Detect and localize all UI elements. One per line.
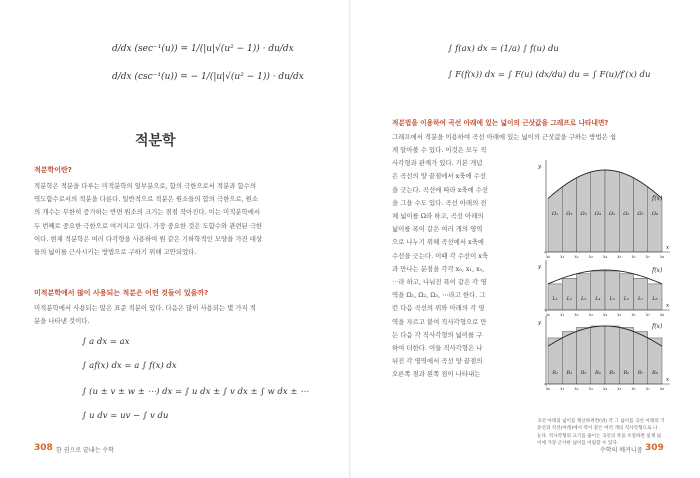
tick-label-2: x₂ — [574, 386, 579, 391]
integral-sum-formula: ∫ (u ± v ± w ± ⋯) dx = ∫ u dx ± ∫ v dx ± ∫ w dx ± ⋯ — [82, 387, 309, 397]
region-label-2: R₂ — [566, 370, 573, 376]
y-axis-label: y — [538, 320, 542, 326]
region-label-1: L₁ — [552, 296, 558, 302]
book-spine — [349, 0, 351, 478]
graph-upper-rectangles — [537, 316, 670, 391]
region-label-8: R₈ — [651, 370, 658, 376]
tick-label-6: x₆ — [631, 312, 636, 317]
integral-scalar-formula: ∫ af(x) dx = a ∫ f(x) dx — [82, 361, 177, 371]
figure-caption: 곡선 아래의 넓이를 계산하려면(위) 각 그 넓이를 곡선 아래의 기 준선과 직선(아래)에서 폭이 같은 여러 개의 직사각형으로 나 눈다. 직사각형의 크기를 줄이는 곡선의 폭을 조절하면 실제 넓 이에 가장 근사한 넓이를 어림할 수 있다. — [537, 419, 665, 446]
tick-label-7: x₇ — [645, 386, 650, 391]
region-label-2: L₂ — [566, 296, 573, 302]
x-axis-label: x — [666, 377, 670, 383]
tick-label-0: x₀ — [545, 386, 551, 391]
curve-label: f(x) — [652, 267, 663, 274]
left-footer-title: 한 권으로 끝내는 수학 — [56, 447, 114, 454]
tick-label-8: x₈ — [659, 386, 665, 391]
question-heading-1: 적분학이란? — [34, 166, 72, 174]
paragraph-area-approximation: 게 알아볼 수 있다. 이것은 모두 직 사각형과 관계가 있다. 기본 개념 은 곡선의 양 끝점에서 x축에 수선 을 긋는다. 곡선에 따라 x축에 수선 을 그을 수도 있다. 곡선 아래의 전 체 넓이를 Ω라 하고, 곡선 아래의 넓이를 폭이 같은 여러 개의 영역 으로 나누기 위해 곡선에서 x축에 수선을 긋는다. 이때 각 수선이 x축 과 만나는 분점을 각각 x₀, x₁, x₂, ⋯라 하고, 나눠진 폭이 같은 각 영 역을 Ω₁, Ω₂, Ω₃, ⋯라고 한다. 그 런 다음 곡선의 위와 아래의 각 영 역을 자르고 붙여 직사각형으로 만 든 다음 각 직사각형의 넓이를 구 하여 더한다. 이들 직사각형은 나 뉘진 각 영역에서 곡선 양 끝점의 오른쪽 점과 왼쪽 점이 나타내는 — [392, 146, 489, 379]
tick-label-3: x₃ — [588, 312, 593, 317]
rectangle-5 — [605, 271, 619, 310]
region-label-5: Ω₅ — [609, 211, 616, 218]
tick-label-5: x₅ — [617, 386, 622, 391]
rectangle-7 — [634, 332, 648, 384]
region-label-7: R₇ — [637, 370, 644, 376]
derivative-arccsc-formula: d/dx (csc⁻¹(u)) = − 1/(|u|√(u² − 1)) · du/dx — [112, 72, 304, 82]
region-label-3: L₃ — [580, 296, 587, 302]
curve-label: f(x) — [652, 195, 663, 202]
rectangle-2 — [562, 278, 576, 310]
integral-constant-formula: ∫ a dx = ax — [82, 337, 130, 347]
tick-label-6: x₆ — [631, 386, 636, 391]
tick-label-7: x₇ — [645, 312, 650, 317]
x-axis-label: x — [666, 303, 670, 309]
substitution-formula-2: ∫ F(f(x)) dx = ∫ F(u) (dx/du) du = ∫ F(u)/f′(x) du — [448, 70, 651, 80]
right-footer-section: 수학의 메커니즘 — [600, 447, 643, 454]
region-label-4: Ω₄ — [594, 211, 601, 218]
tick-label-6: x₆ — [631, 254, 636, 259]
region-label-6: Ω₆ — [623, 211, 630, 218]
integration-by-parts-formula: ∫ u dv = uv − ∫ v du — [82, 411, 169, 421]
rectangle-6 — [619, 274, 633, 310]
rectangle-3 — [577, 274, 591, 310]
tick-label-5: x₅ — [617, 254, 622, 259]
region-label-5: R₅ — [609, 370, 616, 376]
section-title: 적분학 — [135, 133, 176, 149]
region-label-1: Ω₁ — [552, 211, 559, 218]
rectangle-2 — [562, 332, 576, 384]
tick-label-3: x₃ — [588, 254, 593, 259]
region-label-3: R₃ — [580, 370, 587, 376]
paragraph-first-line: 그래프에서 적분을 이용하여 곡선 아래에 있는 넓이의 근삿값을 구하는 방법은 쉽 — [392, 133, 617, 141]
tick-label-0: x₀ — [545, 312, 551, 317]
tick-label-2: x₂ — [574, 254, 579, 259]
tick-label-2: x₂ — [574, 312, 579, 317]
tick-label-0: x₀ — [545, 254, 551, 259]
x-axis-label: x — [666, 245, 670, 251]
right-page-number: 309 — [645, 443, 664, 453]
y-axis-label: y — [538, 264, 542, 270]
region-label-8: Ω₈ — [651, 211, 658, 218]
substitution-formula-1: ∫ f(ax) dx = (1/a) ∫ f(u) du — [448, 44, 559, 54]
tick-label-8: x₈ — [659, 254, 665, 259]
region-label-8: L₈ — [652, 296, 658, 302]
curve-label: f(x) — [652, 323, 663, 330]
tick-label-4: x₄ — [602, 254, 608, 259]
derivative-arcsec-formula: d/dx (sec⁻¹(u)) = 1/(|u|√(u² − 1)) · du/dx — [112, 44, 294, 54]
region-label-4: L₄ — [595, 296, 601, 302]
left-page-number: 308 — [34, 443, 53, 453]
tick-label-1: x₁ — [560, 386, 565, 391]
question-heading-2: 미적분학에서 많이 사용되는 적분은 어떤 것들이 있을까? — [34, 289, 209, 297]
region-label-1: R₁ — [552, 370, 559, 376]
y-axis-label: y — [538, 164, 542, 170]
tick-label-4: x₄ — [602, 386, 608, 391]
region-label-3: Ω₃ — [580, 211, 587, 218]
question-heading-3: 적분법을 이용하여 곡선 아래에 있는 넓이의 근삿값을 그래프로 나타내면? — [392, 119, 609, 127]
rectangle-7 — [634, 278, 648, 310]
region-label-5: L₅ — [609, 296, 615, 302]
region-label-4: R₄ — [594, 370, 601, 376]
paragraph-standard-integrals: 미적분학에서 사용되는 많은 표준 적분이 있다. 다음은 많이 사용되는 몇 가지 적 분을 나타낸 것이다. — [34, 304, 256, 326]
tick-label-8: x₈ — [659, 312, 665, 317]
tick-label-3: x₃ — [588, 386, 593, 391]
tick-label-4: x₄ — [602, 312, 608, 317]
tick-label-7: x₇ — [645, 254, 650, 259]
graph-omega-regions — [537, 160, 670, 259]
paragraph-integral-calculus: 적분학은 적분을 다루는 미적분학의 일부분으로, 함의 극한으로서 적분과 함수의 역도함수로서의 적분을 다룬다. 일반적으로 적분은 원소들의 합의 극한으로, 원소 의 개수는 무한히 증가하는 반면 원소의 크기는 점점 작아진다. 이는 미적분학에서 두 번째로 중요한 극한으로 여겨지고 있다. 가장 중요한 것은 도함수와 관련된 극한 이다. 현재 적분학은 여러 다각형을 사용하여 원 같은 기하학적인 모양을 가진 대상 들의 넓이를 근사시키는 방법으로 구하기 위해 고안되었다. — [34, 182, 263, 257]
tick-label-1: x₁ — [560, 254, 565, 259]
region-label-7: Ω₇ — [637, 211, 644, 218]
rectangle-4 — [591, 271, 605, 310]
area-approximation-graphs — [530, 160, 672, 460]
region-label-6: L₆ — [623, 296, 630, 302]
tick-label-5: x₅ — [617, 312, 622, 317]
region-label-2: Ω₂ — [566, 211, 573, 218]
region-label-7: L₇ — [637, 296, 644, 302]
graph-lower-rectangles — [537, 260, 670, 317]
tick-label-1: x₁ — [560, 312, 565, 317]
region-label-6: R₆ — [623, 370, 630, 376]
